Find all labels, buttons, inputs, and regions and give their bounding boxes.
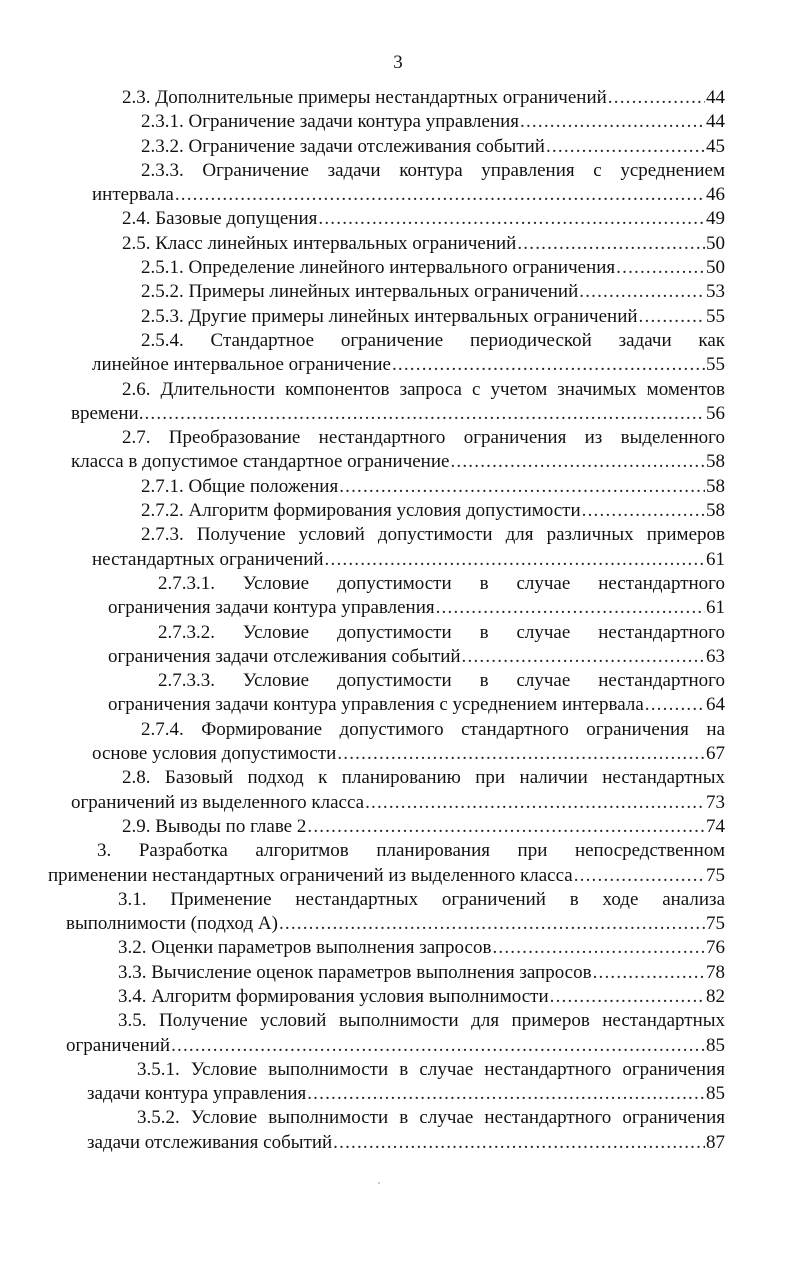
toc-page-number: 46: [706, 184, 725, 206]
toc-dot-leader: [436, 596, 705, 620]
toc-entry-title: 3.5.2. Условие выполнимости в случае нестандартного ограничения: [137, 1107, 725, 1129]
toc-page-number: 58: [706, 451, 725, 473]
toc-entry: [0, 329, 796, 378]
toc-line: [118, 936, 725, 960]
toc-page-number: 55: [706, 354, 725, 376]
toc-entry-title: 2.3.1. Ограничение задачи контура управления: [141, 111, 520, 133]
toc-entry-title: 3.3. Вычисление оценок параметров выполнения запросов: [118, 961, 592, 983]
toc-dot-leader: [144, 402, 705, 426]
toc-line: [87, 1082, 725, 1106]
toc-entry-title: 2.7.1. Общие положения: [141, 475, 339, 497]
toc-entry: [0, 280, 796, 304]
toc-entry-title: 2.7. Преобразование нестандартного ограничения из выделенного: [122, 427, 725, 449]
toc-page-number: 44: [706, 87, 725, 108]
toc-line: [122, 207, 725, 231]
toc-entry-title: линейное интервальное ограничение: [92, 354, 391, 376]
toc-dot-leader: [608, 86, 705, 110]
toc-dot-leader: [574, 864, 705, 888]
toc-entry-title: 2.7.3.2. Условие допустимости в случае нестандартного: [158, 621, 725, 643]
toc-page-number: 85: [706, 1034, 725, 1056]
toc-entry-title: 2.3.3. Ограничение задачи контура управления с усреднением: [141, 159, 725, 181]
toc-line: [118, 961, 725, 985]
toc-line: [141, 329, 725, 353]
toc-line: [66, 912, 725, 936]
toc-page-number: 64: [706, 694, 725, 716]
toc-entry-title: применении нестандартных ограничений из выделенного класса: [48, 864, 573, 886]
toc-entry-title: 3.5.1. Условие выполнимости в случае нестандартного ограничения: [137, 1058, 725, 1080]
toc-entry-title: ограничения задачи контура управления: [108, 597, 435, 619]
toc-line: [48, 864, 725, 888]
toc-entry-title: 2.4. Базовые допущения: [122, 208, 318, 230]
toc-page-number: 53: [706, 281, 725, 303]
toc-entry-title: основе условия допустимости: [92, 743, 337, 765]
toc-page-number: 58: [706, 500, 725, 522]
toc-entry-title: 2.7.3.1. Условие допустимости в случае нестандартного: [158, 572, 725, 594]
page-number: 3: [393, 52, 403, 73]
toc-entry-title: ограничений из выделенного класса: [71, 791, 365, 813]
toc-dot-leader: [546, 135, 705, 159]
toc-page-number: 44: [706, 111, 725, 133]
toc-entry-title: 2.7.4. Формирование допустимого стандартного ограничения на: [141, 718, 725, 740]
toc-dot-leader: [307, 815, 705, 839]
toc-line: [108, 693, 725, 717]
toc-line: [141, 110, 725, 134]
toc-entry-title: 3.4. Алгоритм формирования условия выполнимости: [118, 985, 549, 1007]
toc-dot-leader: [520, 110, 705, 134]
toc-line: [92, 548, 725, 572]
toc-line: [71, 791, 725, 815]
toc-entry: [0, 718, 796, 767]
toc-dot-leader: [392, 353, 705, 377]
toc-dot-leader: [593, 961, 705, 985]
toc-line: [87, 1131, 725, 1155]
toc-entry-title: 2.5.4. Стандартное ограничение периодической задачи как: [141, 329, 725, 351]
toc-entry: [0, 815, 796, 839]
toc-entry-title: времени.: [71, 402, 144, 424]
toc-page-number: 75: [706, 864, 725, 886]
toc-page-number: 50: [706, 257, 725, 279]
toc-entry-title: 2.7.3. Получение условий допустимости для различных примеров: [141, 524, 725, 546]
toc-entry: [0, 669, 796, 718]
toc-entry-title: 2.5.1. Определение линейного интервального ограничения: [141, 257, 616, 279]
toc-entry-title: 3. Разработка алгоритмов планирования при непосредственном: [97, 840, 725, 862]
toc-line: [122, 378, 725, 402]
toc-line: [141, 280, 725, 304]
toc-entry: [0, 499, 796, 523]
toc-line: [137, 1106, 725, 1130]
toc-entry: [0, 1009, 796, 1058]
toc-line: [141, 256, 725, 280]
toc-entry: [0, 426, 796, 475]
toc-entry-title: ограничения задачи контура управления с усреднением интервала: [108, 694, 644, 716]
toc-entry: [0, 839, 796, 888]
toc-entry-title: ограничений: [66, 1034, 171, 1056]
toc-entry-title: ограничения задачи отслеживания событий: [108, 645, 461, 667]
toc-page-number: 76: [706, 937, 725, 959]
toc-line: [122, 766, 725, 790]
toc-entry-title: 2.7.3.3. Условие допустимости в случае нестандартного: [158, 670, 725, 692]
toc-entry-title: класса в допустимое стандартное ограничение: [71, 451, 450, 473]
toc-dot-leader: [639, 305, 705, 329]
toc-dot-leader: [365, 791, 705, 815]
toc-entry-title: 3.5. Получение условий выполнимости для примеров нестандартных: [118, 1010, 725, 1032]
toc-entry: [0, 207, 796, 231]
toc-entry-title: 2.8. Базовый подход к планированию при наличии нестандартных: [122, 767, 725, 789]
toc-entry: [0, 621, 796, 670]
toc-entry: [0, 378, 796, 427]
toc-entry: [0, 888, 796, 937]
toc-line: [97, 839, 725, 863]
toc-line: [141, 475, 725, 499]
toc-line: [92, 183, 725, 207]
toc-entry: [0, 256, 796, 280]
toc-line: [118, 985, 725, 1009]
toc-entry: [0, 523, 796, 572]
toc-page-number: 56: [706, 402, 725, 424]
toc-entry: [0, 766, 796, 815]
toc-line: [66, 1034, 725, 1058]
toc-entry: [0, 159, 796, 208]
toc-dot-leader: [645, 693, 705, 717]
toc-dot-leader: [616, 256, 705, 280]
toc-line: [141, 305, 725, 329]
toc-entry: [0, 475, 796, 499]
toc-entry: [0, 936, 796, 960]
toc-page-number: 61: [706, 597, 725, 619]
toc-page-number: 63: [706, 645, 725, 667]
toc-dot-leader: [325, 548, 705, 572]
toc-dot-leader: [450, 450, 705, 474]
toc-entry-title: интервала: [92, 184, 174, 206]
toc-page-number: 85: [706, 1083, 725, 1105]
toc-line: [122, 86, 725, 110]
toc-line: [108, 596, 725, 620]
toc-line: [141, 718, 725, 742]
toc-entry-title: 2.5. Класс линейных интервальных ограничений: [122, 232, 517, 254]
toc-line: [92, 742, 725, 766]
toc-entry-title: 2.5.3. Другие примеры линейных интервальных ограничений: [141, 305, 638, 327]
toc-entry-title: 2.6. Длительности компонентов запроса с учетом значимых моментов: [122, 378, 725, 400]
toc-entry: [0, 305, 796, 329]
toc-dot-leader: [337, 742, 705, 766]
toc-line: [158, 572, 725, 596]
toc-line: [122, 815, 725, 839]
toc-line: [141, 159, 725, 183]
toc-entry-title: задачи контура управления: [87, 1083, 307, 1105]
toc-entry-title: 2.9. Выводы по главе 2: [122, 815, 307, 837]
toc-line: [122, 232, 725, 256]
toc-page-number: 45: [706, 135, 725, 157]
toc-line: [141, 135, 725, 159]
toc-entry: [0, 1058, 796, 1107]
toc-line: [108, 645, 725, 669]
toc-dot-leader: [582, 499, 705, 523]
toc-page-number: 78: [706, 961, 725, 983]
toc-page-number: 55: [706, 305, 725, 327]
toc-line: [122, 426, 725, 450]
toc-line: [158, 669, 725, 693]
toc-dot-leader: [517, 232, 705, 256]
toc-dot-leader: [462, 645, 705, 669]
toc-entry-title: 2.5.2. Примеры линейных интервальных ограничений: [141, 281, 579, 303]
toc-entry: [0, 961, 796, 985]
toc-dot-leader: [307, 1082, 705, 1106]
toc-entry-title: 3.1. Применение нестандартных ограничений в ходе анализа: [118, 888, 725, 910]
toc-dot-leader: [492, 936, 705, 960]
toc-dot-leader: [333, 1131, 705, 1155]
toc-page-number: 50: [706, 232, 725, 254]
toc-entry-title: задачи отслеживания событий: [87, 1131, 333, 1153]
toc-entry: [0, 86, 796, 110]
toc-entry-title: 2.3.2. Ограничение задачи отслеживания событий: [141, 135, 545, 157]
toc-dot-leader: [339, 475, 705, 499]
toc-line: [141, 523, 725, 547]
toc-entry-title: 3.2. Оценки параметров выполнения запросов: [118, 937, 492, 959]
toc-page-number: 61: [706, 548, 725, 570]
toc-dot-leader: [579, 280, 705, 304]
toc-dot-leader: [318, 207, 705, 231]
toc-line: [118, 1009, 725, 1033]
toc-line: [118, 888, 725, 912]
toc-page-number: 75: [706, 913, 725, 935]
toc-page-number: 67: [706, 743, 725, 765]
toc-dot-leader: [550, 985, 705, 1009]
toc-dot-leader: [279, 912, 705, 936]
toc-line: [141, 499, 725, 523]
toc-page-number: 49: [706, 208, 725, 230]
toc-line: [158, 621, 725, 645]
toc-line: [137, 1058, 725, 1082]
toc-entry-title: 2.3. Дополнительные примеры нестандартных ограничений: [122, 87, 607, 108]
toc-entry: [0, 985, 796, 1009]
toc-entry: [0, 572, 796, 621]
toc-entry: [0, 110, 796, 134]
toc-page-number: 82: [706, 985, 725, 1007]
toc-entry-title: 2.7.2. Алгоритм формирования условия допустимости: [141, 500, 581, 522]
toc-page-number: 74: [706, 815, 725, 837]
toc-entry-title: выполнимости (подход А): [66, 913, 278, 935]
toc-entry-title: нестандартных ограничений: [92, 548, 324, 570]
toc-page-number: 73: [706, 791, 725, 813]
toc-line: [71, 450, 725, 474]
toc-entry: [0, 232, 796, 256]
toc-page-number: 87: [706, 1131, 725, 1153]
toc-page-number: 58: [706, 475, 725, 497]
toc-entry: [0, 135, 796, 159]
toc-dot-leader: [175, 183, 705, 207]
toc-line: [71, 402, 725, 426]
toc-line: [92, 353, 725, 377]
table-of-contents: [0, 86, 796, 1155]
toc-dot-leader: [171, 1034, 705, 1058]
toc-entry: [0, 1106, 796, 1155]
scan-speck: [378, 1182, 380, 1184]
